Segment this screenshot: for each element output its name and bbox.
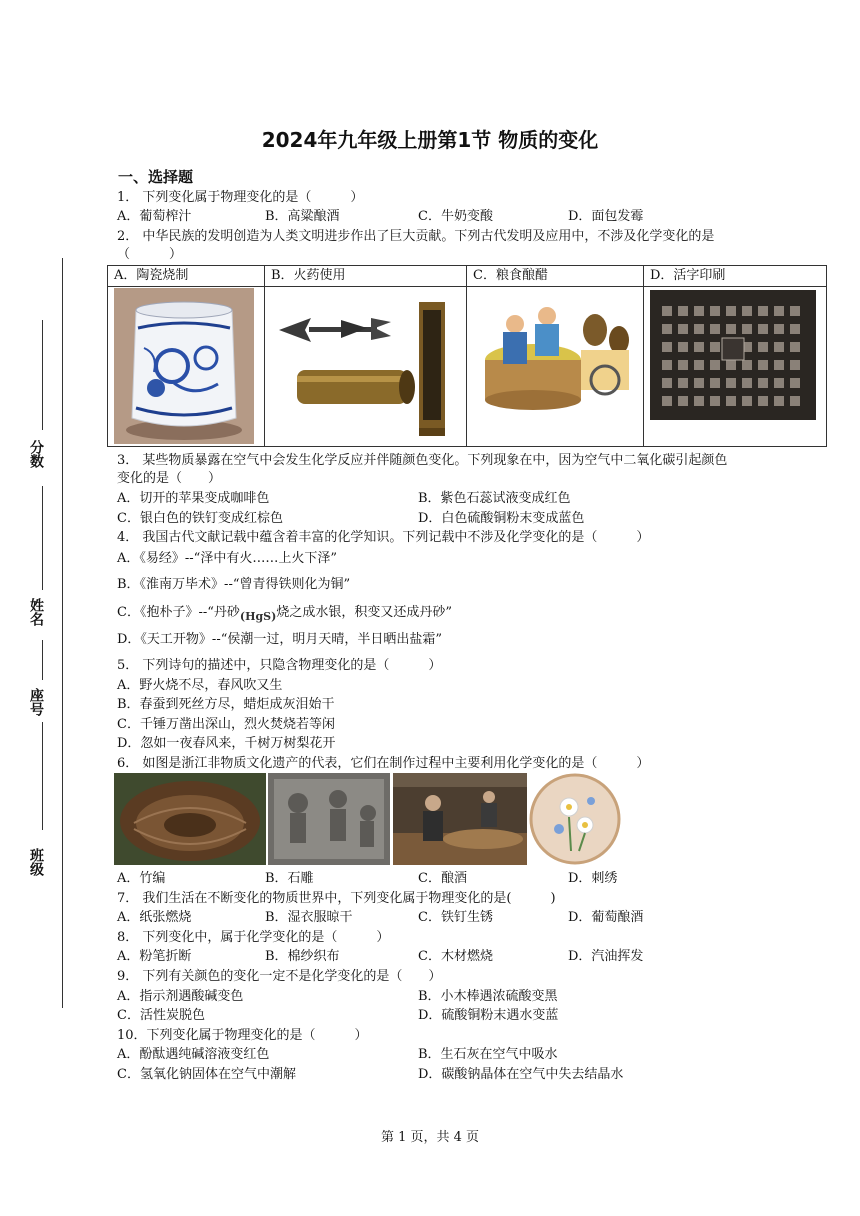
- vinegar-brewing-image: [473, 290, 639, 420]
- q9-option-b: B．小木棒遇浓硫酸变黑: [418, 989, 558, 1004]
- q1-stem: 1． 下列变化属于物理变化的是（ ）: [117, 190, 364, 205]
- q2-stem-line2: （ ）: [117, 247, 183, 262]
- q9-stem: 9． 下列有关颜色的变化一定不是化学变化的是（ ）: [117, 969, 442, 984]
- q5-option-d: D．忽如一夜春风来，千树万树梨花开: [117, 736, 336, 751]
- q7-option-b: B．湿衣服晾干: [265, 910, 353, 925]
- q10-option-a: A．酚酞遇纯碱溶液变红色: [117, 1047, 270, 1062]
- q2-cell-b: [265, 266, 467, 446]
- q3-option-d: D．白色硫酸铜粉末变成蓝色: [418, 511, 585, 526]
- embroidery-image: [529, 773, 621, 865]
- q8-option-d: D．汽油挥发: [568, 949, 644, 964]
- q10-stem: 10．下列变化属于物理变化的是（ ）: [117, 1028, 368, 1043]
- porcelain-jar-image: [114, 288, 254, 444]
- class-blank: [42, 722, 43, 830]
- q2-option-table: [107, 265, 827, 447]
- q6-option-d: D．刺绣: [568, 871, 618, 886]
- q3-option-b: B．紫色石蕊试液变成红色: [418, 491, 571, 506]
- q6-option-b: B．石雕: [265, 871, 314, 886]
- q9-option-d: D．硫酸铜粉末遇水变蓝: [418, 1008, 559, 1023]
- q5-stem: 5． 下列诗句的描述中，只隐含物理变化的是（ ）: [117, 658, 442, 673]
- score-blank: [42, 320, 43, 430]
- seat-label: 座号: [28, 688, 44, 716]
- name-blank: [42, 486, 43, 590]
- page-title: 2024年九年级上册第1节 物质的变化: [261, 128, 599, 152]
- q4-option-b: B．《淮南万毕术》--“曾青得铁则化为铜”: [117, 577, 351, 592]
- movable-type-image: [650, 290, 816, 420]
- q1-option-d: D．面包发霉: [568, 209, 644, 224]
- gunpowder-weapon-image: [271, 290, 461, 442]
- q2-option-d: D．活字印刷: [644, 266, 826, 287]
- hgs-formula: (HgS): [239, 610, 277, 623]
- q6-option-a: A．竹编: [117, 871, 166, 886]
- q3-stem-line1: 3． 某些物质暴露在空气中会发生化学反应并伴随颜色变化。下列现象在中，因为空气中二氧化碳引起颜色: [117, 453, 728, 468]
- bamboo-weaving-image: [114, 773, 266, 865]
- q4-option-a: A．《易经》--“泽中有火……上火下泽”: [117, 551, 337, 566]
- q8-option-a: A．粉笔折断: [117, 949, 192, 964]
- q8-stem: 8． 下列变化中，属于化学变化的是（ ）: [117, 930, 390, 945]
- q3-option-c: C．银白色的铁钉变成红棕色: [117, 511, 283, 526]
- q7-option-d: D．葡萄酿酒: [568, 910, 644, 925]
- q7-option-c: C．铁钉生锈: [418, 910, 493, 925]
- q7-stem: 7． 我们生活在不断变化的物质世界中，下列变化属于物理变化的是( ): [117, 891, 556, 906]
- q4-stem: 4． 我国古代文献记载中蕴含着丰富的化学知识。下列记载中不涉及化学变化的是（ ）: [117, 530, 650, 545]
- q2-cell-a: [108, 266, 265, 446]
- q1-option-a: A．葡萄榨汁: [117, 209, 192, 224]
- q3-option-a: A．切开的苹果变成咖啡色: [117, 491, 270, 506]
- q2-cell-c: [467, 266, 644, 446]
- q10-option-c: C．氢氧化钠固体在空气中潮解: [117, 1067, 296, 1082]
- q9-option-c: C．活性炭脱色: [117, 1008, 205, 1023]
- q10-option-b: B．生石灰在空气中吸水: [418, 1047, 558, 1062]
- seat-blank: [42, 640, 43, 680]
- q6-option-c: C．酿酒: [418, 871, 467, 886]
- name-label: 姓名: [28, 598, 44, 626]
- class-label: 班级: [28, 848, 44, 876]
- q7-option-a: A．纸张燃烧: [117, 910, 192, 925]
- stone-carving-image: [268, 773, 390, 865]
- q6-stem: 6． 如图是浙江非物质文化遗产的代表，它们在制作过程中主要利用化学变化的是（ ）: [117, 756, 650, 771]
- q2-option-b: B．火药使用: [265, 266, 466, 287]
- q4-option-c-head: C．《抱朴子》--“丹砂: [117, 605, 240, 620]
- q4-option-d: D．《天工开物》--“侯潮一过，明月天晴，半日晒出盐霜”: [117, 632, 443, 647]
- score-label: 分数: [28, 440, 44, 468]
- q10-option-d: D．碳酸钠晶体在空气中失去结晶水: [418, 1067, 624, 1082]
- q8-option-c: C．木材燃烧: [418, 949, 493, 964]
- q1-option-c: C．牛奶变酸: [418, 209, 493, 224]
- q2-option-c: C．粮食酿醋: [467, 266, 643, 287]
- q2-stem-line1: 2． 中华民族的发明创造为人类文明进步作出了巨大贡献。下列古代发明及应用中，不涉及化学变化的是: [117, 229, 715, 244]
- q3-stem-line2: 变化的是（ ）: [117, 471, 222, 486]
- q5-option-b: B．春蚕到死丝方尽，蜡炬成灰泪始干: [117, 697, 335, 712]
- q5-option-a: A．野火烧不尽，春风吹又生: [117, 678, 283, 693]
- binding-line: [62, 258, 63, 1008]
- wine-brewing-image: [393, 773, 527, 865]
- q4-option-c-tail: 烧之成水银，积变又还成丹砂”: [276, 605, 452, 620]
- q2-cell-d: [644, 266, 826, 446]
- page-footer: 第 1 页，共 4 页: [380, 1130, 480, 1145]
- q9-option-a: A．指示剂遇酸碱变色: [117, 989, 244, 1004]
- q2-option-a: A．陶瓷烧制: [108, 266, 264, 287]
- q8-option-b: B．棉纱织布: [265, 949, 340, 964]
- q5-option-c: C．千锤万凿出深山，烈火焚烧若等闲: [117, 717, 335, 732]
- q1-option-b: B．高粱酿酒: [265, 209, 340, 224]
- q4-option-c: [117, 604, 452, 622]
- section-heading: 一、选择题: [118, 168, 194, 186]
